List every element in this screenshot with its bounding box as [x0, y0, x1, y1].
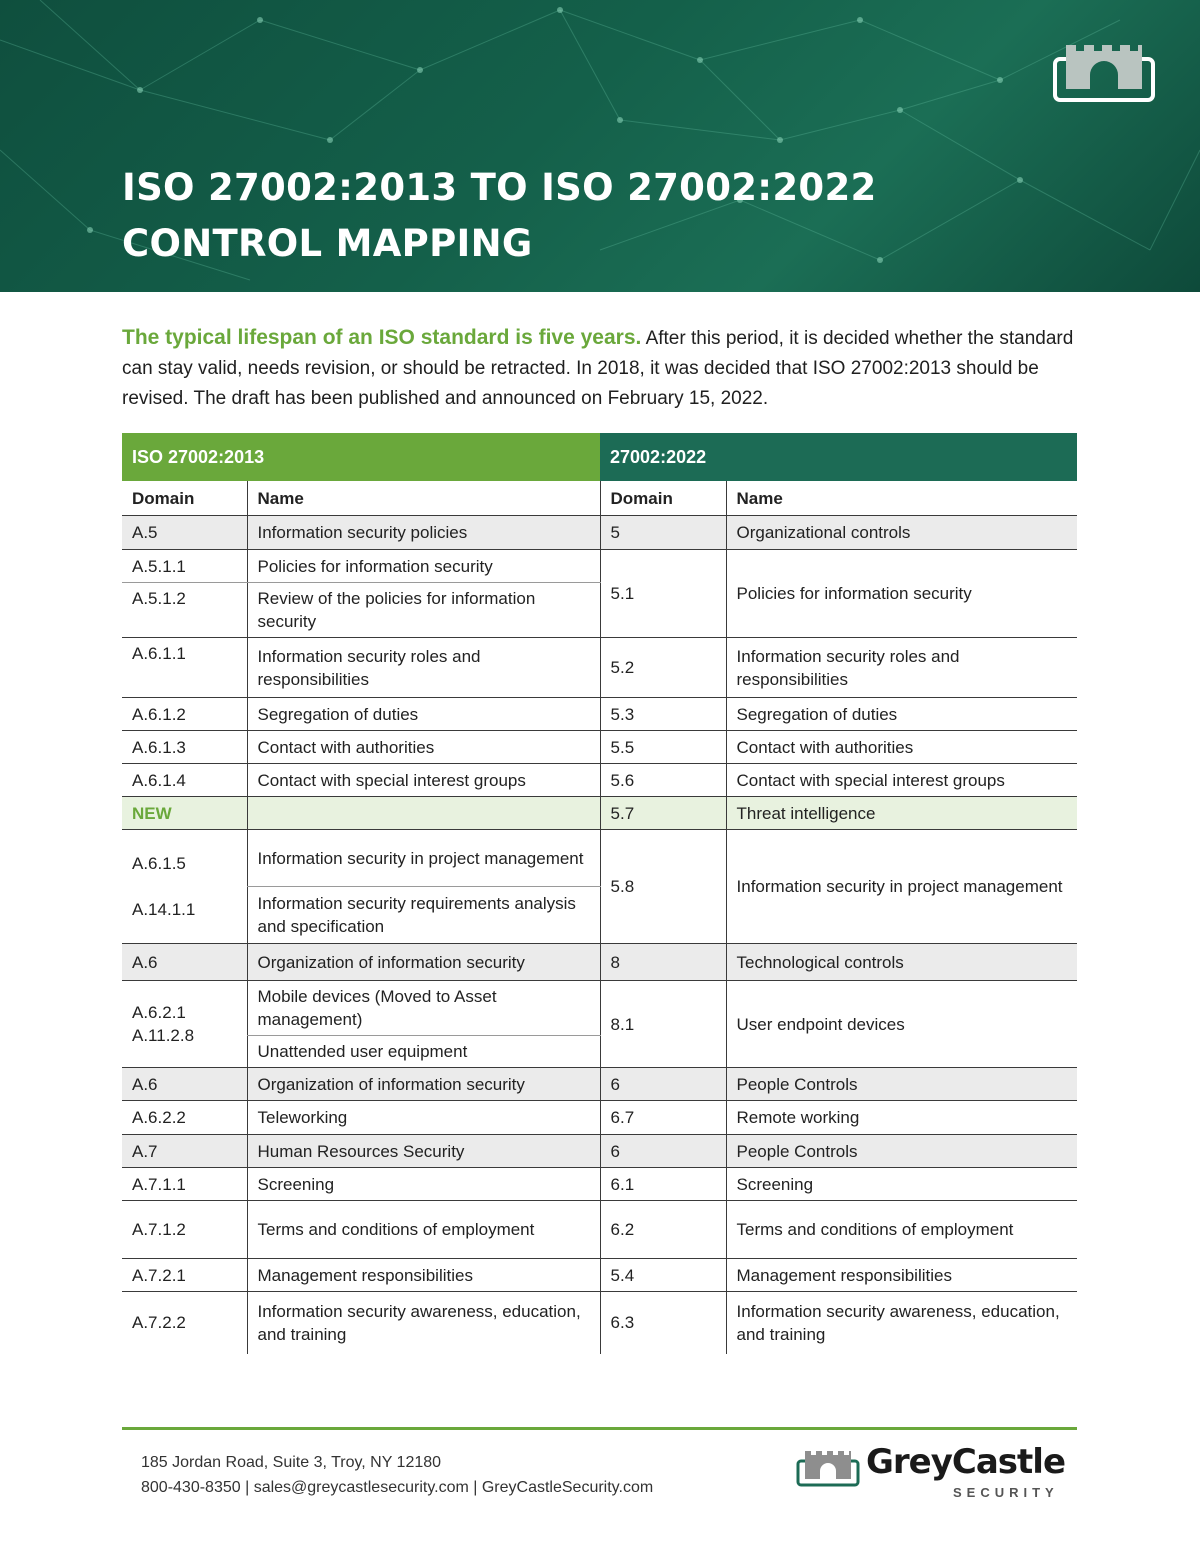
- group-header-2013: ISO 27002:2013: [122, 433, 600, 481]
- intro-paragraph: [122, 323, 1078, 414]
- table-row: A.6 Organization of information security 8 Technological controls: [122, 944, 1077, 981]
- brand-name: GreyCastle: [866, 1442, 1065, 1482]
- table-row: A.7.2.2 Information security awareness, education, and training 6.3 Information security awareness, education, and training: [122, 1292, 1077, 1354]
- table-group-header: [122, 433, 1077, 481]
- table-row: A.6.1.2 Segregation of duties 5.3 Segregation of duties: [122, 698, 1077, 731]
- table-column-header: [122, 481, 1077, 516]
- page-subtitle: CONTROL MAPPING: [122, 222, 533, 265]
- footer-divider: [122, 1427, 1077, 1430]
- header-banner: [0, 0, 1200, 292]
- table-row: A.7.2.1 Management responsibilities 5.4 Management responsibilities: [122, 1259, 1077, 1292]
- col-header-name-2022: Name: [726, 481, 1077, 516]
- table-row: Information security requirements analysis and specification: [122, 887, 1077, 944]
- table-row-new: NEW 5.7 Threat intelligence: [122, 797, 1077, 830]
- table-row: A.6.1.1 Information security roles and responsibilities 5.2 Information security roles and responsibilities: [122, 638, 1077, 698]
- table-row: A.6 Organization of information security 6 People Controls: [122, 1068, 1077, 1101]
- table-row: A.6.2.2 Teleworking 6.7 Remote working: [122, 1101, 1077, 1135]
- col-header-domain: Domain: [122, 481, 247, 516]
- table-row: A.6.1.4 Contact with special interest groups 5.6 Contact with special interest groups: [122, 764, 1077, 797]
- intro-lead: The typical lifespan of an ISO standard is five years.: [122, 326, 642, 349]
- greycastle-logo-icon: [796, 1447, 860, 1487]
- footer-address: 185 Jordan Road, Suite 3, Troy, NY 12180: [141, 1454, 442, 1471]
- table-row: A.6.2.1 A.11.2.8 Mobile devices (Moved to Asset management) 8.1 User endpoint devices: [122, 981, 1077, 1036]
- control-mapping-table: [122, 433, 1077, 1354]
- table-row: A.5.1.1 Policies for information security 5.1 Policies for information security: [122, 550, 1077, 583]
- footer-address-block: [141, 1450, 653, 1500]
- table-row: A.7.1.2 Terms and conditions of employment 6.2 Terms and conditions of employment: [122, 1201, 1077, 1259]
- col-header-domain-2022: Domain: [600, 481, 726, 516]
- table-row: A.5.1.2 Review of the policies for information security: [122, 583, 1077, 638]
- table-row: Unattended user equipment: [122, 1036, 1077, 1068]
- col-header-name: Name: [247, 481, 600, 516]
- table-row: A.7 Human Resources Security 6 People Controls: [122, 1135, 1077, 1168]
- castle-icon: [1052, 37, 1156, 103]
- footer-contact: 800-430-8350 | sales@greycastlesecurity.com | GreyCastleSecurity.com: [141, 1479, 654, 1496]
- brand-subtitle: SECURITY: [953, 1485, 1059, 1500]
- table-row: A.7.1.1 Screening 6.1 Screening: [122, 1168, 1077, 1201]
- table-row: A.6.1.3 Contact with authorities 5.5 Contact with authorities: [122, 731, 1077, 764]
- group-header-2022: 27002:2022: [600, 433, 1077, 481]
- table-row: A.6.1.5 A.14.1.1 Information security in project management 5.8 Information security in project management: [122, 830, 1077, 887]
- intro-body: After this period, it is decided whether the standard can stay valid, needs revision, or should be retracted. In 2018, it was decided that ISO 27002:2013 should be revised. The draft has been published and announced on February 15, 2022.: [122, 328, 1074, 409]
- page-title: ISO 27002:2013 TO ISO 27002:2022 CONTROL MAPPING: [122, 160, 877, 272]
- table-row: A.5 Information security policies 5 Organizational controls: [122, 516, 1077, 550]
- new-badge: NEW: [122, 797, 247, 830]
